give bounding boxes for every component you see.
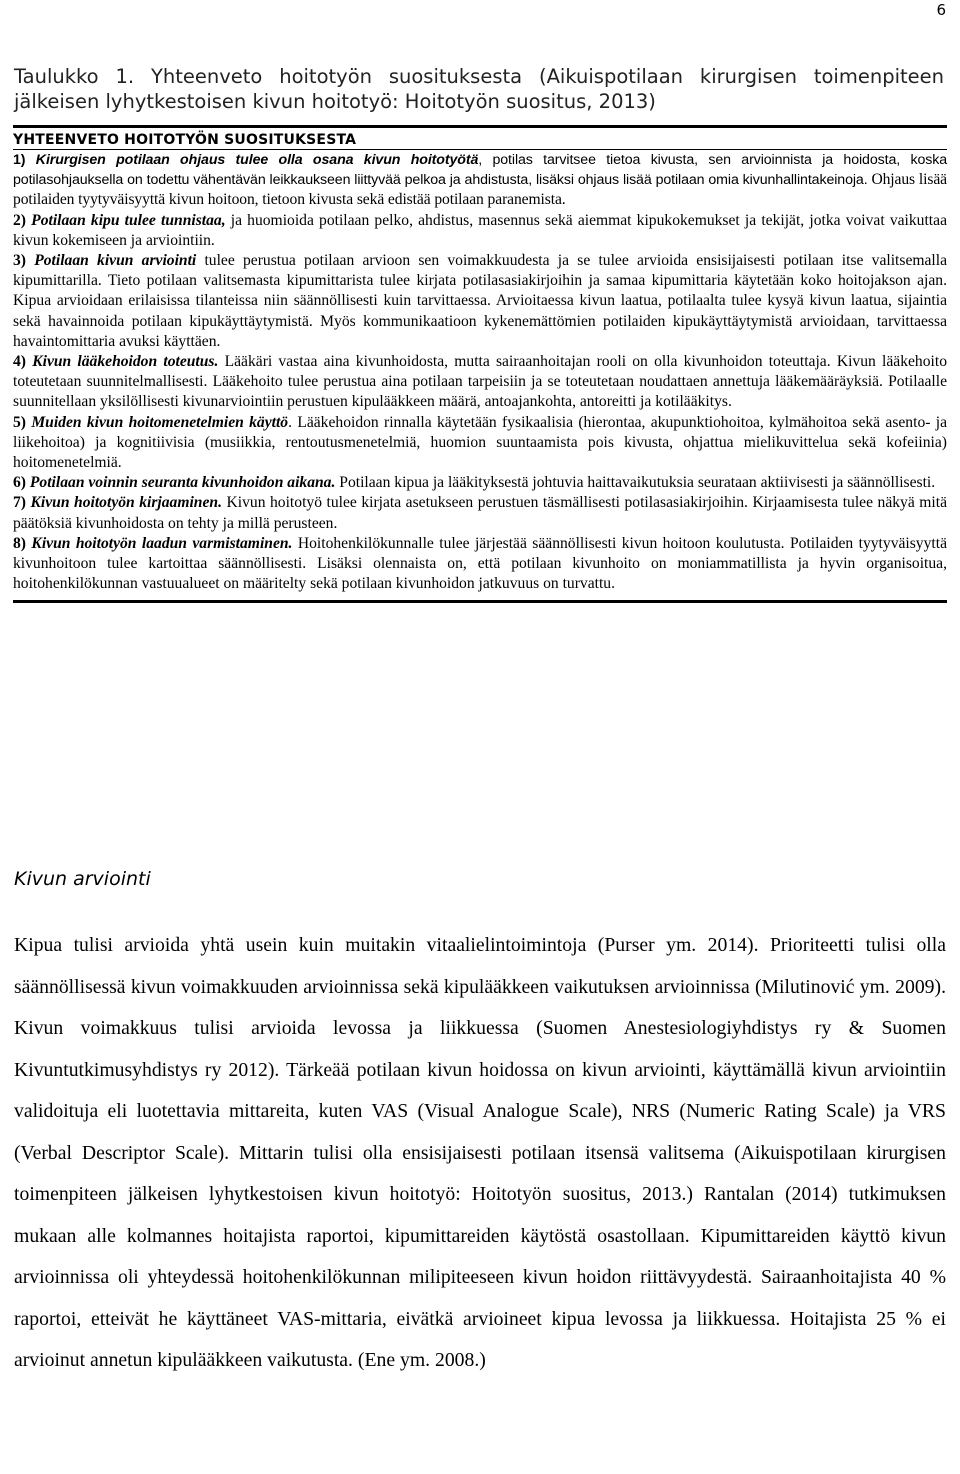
item-text: , potilas tarvitsee tietoa kivusta, sen arvioinnista ja hoidosta, koska potilasohjauksella on todettu vähentävän leikkaukseen liittyvää pelkoa ja ahdistusta, lisäksi ohjaus lisää potilaan omia kivunhallintakeinoja. — [13, 152, 948, 189]
item-lead: Muiden kivun hoitomenetelmien käyttö — [31, 413, 289, 431]
summary-item-8 — [13, 534, 947, 595]
item-number: 3) — [13, 252, 26, 270]
item-lead: Kirurgisen potilaan ohjaus tulee olla osana kivun hoitotyötä — [35, 152, 479, 168]
item-number: 7) — [13, 494, 26, 512]
summary-table — [13, 125, 947, 603]
item-text: Kivun hoitotyö tulee kirjata asetukseen perustuen täsmällisesti potilasasiakirjoihin. Kirjaamisesta tulee näkyä mitä päätöksiä kivunhoidosta on tehty ja millä perusteen. — [13, 494, 947, 532]
summary-item-1 — [13, 150, 947, 211]
item-number: 2) — [13, 211, 26, 229]
table-caption: Taulukko 1. Yhteenveto hoitotyön suosituksesta (Aikuispotilaan kirurgisen toimenpiteen jälkeisen lyhytkestoisen kivun hoitotyö: Hoitotyön suositus, 2013) — [14, 65, 944, 113]
item-lead: Kivun lääkehoidon toteutus. — [32, 353, 219, 371]
body-paragraph: Kipua tulisi arvioida yhtä usein kuin muitakin vitaalielintoimintoja (Purser ym. 2014). Prioriteetti tulisi olla säännöllisessä kivun voimakkuuden arvioinnissa sekä kipulääkkeen vaikutuksen arvioinnissa (Milutinović ym. 2009). Kivun voimakkuus tulisi arvioida levossa ja liikkuessa (Suomen Anestesiologiyhdistys ry & Suomen Kivuntutkimusyhdistys ry 2012). Tärkeää potilaan kivun hoidossa on kivun arviointi, käyttämällä kivun arviointiin validoituja eli luotettavia mittareita, kuten VAS (Visual Analogue Scale), NRS (Numeric Rating Scale) ja VRS (Verbal Descriptor Scale). Mittarin tulisi olla ensisijaisesti potilaan itsensä valitsema (Aikuispotilaan kirurgisen toimenpiteen jälkeisen lyhytkestoisen kivun hoitotyö: Hoitotyön suositus, 2013.) Rantalan (2014) tutkimuksen mukaan alle kolmannes hoitajista raportoi, kipumittareiden käytöstä osastollaan. Kipumittareiden käyttö kivun arvioinnissa oli yhteydessä hoitohenkilökunnan milipiteeseen kivun hoidon riittävyydestä. Sairaanhoitajista 40 % raportoi, etteivät he käyttäneet VAS-mittaria, eivätkä arvioineet kipua levossa ja liikkuessa. Hoitajista 25 % ei arvioinut annetun kipulääkkeen vaikutusta. (Ene ym. 2008.) — [14, 934, 946, 1371]
item-lead: Potilaan kivun arviointi — [34, 252, 197, 270]
item-number: 8) — [13, 534, 26, 552]
item-lead: Potilaan kipu tulee tunnistaa, — [31, 211, 226, 229]
summary-item-7 — [13, 493, 947, 533]
item-lead: Kivun hoitotyön kirjaaminen. — [30, 494, 222, 512]
item-text: Potilaan kipua ja lääkityksestä johtuvia haittavaikutuksia seurataan aktiivisesti ja säännöllisesti. — [335, 474, 936, 492]
item-number: 1) — [13, 152, 26, 168]
summary-item-2 — [13, 211, 947, 251]
summary-item-6 — [13, 473, 947, 493]
summary-item-4 — [13, 352, 947, 413]
item-text: ja huomioida potilaan pelko, ahdistus, masennus sekä aiemmat kipukokemukset ja tekijät, jotka voivat vaikuttaa kivun kokemiseen ja arviointiin. — [13, 211, 947, 249]
summary-title: YHTEENVETO HOITOTYÖN SUOSITUKSESTA — [13, 132, 357, 148]
item-number: 5) — [13, 413, 26, 431]
item-text: Hoitohenkilökunnalle tulee järjestää säännöllisesti kivun hoitoon koulutusta. Potilaiden tyytyväisyyttä kivunhoitoon tulee kartoittaa säännöllisesti. Lisäksi olennaista on, että potilaan kivunhoito on moniammatillista ja hyvin organisoitua, hoitohenkilökunnan vastuualueet on määritelty sekä potilaan kivunhoidon jatkuvuus on turvattu. — [13, 534, 947, 593]
item-number: 6) — [13, 474, 26, 492]
item-text: . Lääkehoidon rinnalla käytetään fysikaalisia (hierontaa, akupunktiohoitoa, kylmähoitoa sekä asento- ja liikehoitoa) ja kognitiivisia (musiikkia, rentoutusmenetelmiä, huomion suuntaamista pois kivusta, ohjattua mielikuvittelua sekä kofeiinia) hoitomenetelmiä. — [13, 413, 947, 472]
item-text: Lääkäri vastaa aina kivunhoidosta, mutta sairaanhoitajan rooli on olla kivunhoidon toteuttaja. Kivun lääkehoito toteutetaan suunnitelmallisesti. Lääkehoito tulee perustua aina potilaan tarpeisiin ja se toteutetaan noudattaen annettuja lääkemääräyksiä. Potilaalle suunnitellaan yksilöllisesti kivunarviointiin perustuen kipulääkkeen määrä, antoajankohta, antoreitti ja kotilääkitys. — [13, 353, 947, 411]
item-lead: Potilaan voinnin seuranta kivunhoidon aikana. — [29, 474, 336, 492]
page-number: 6 — [936, 1, 946, 19]
item-text-cont: Ohjaus lisää potilaiden tyytyväisyyttä kivun hoitoon, tietoon kivusta sekä edistää potilaan paranemista. — [13, 171, 947, 209]
summary-item-3 — [13, 251, 947, 352]
summary-item-5 — [13, 413, 947, 474]
item-text: tulee perustua potilaan arvioon sen voimakkuudesta ja se tulee arvioida ensisijaisesti potilaan itse valitsemalla kipumittarilla. Tieto potilaan valitsemasta kipumittarista tulee kirjata potilasasiakirjoihin ja samaa kipumittaria käytetään koko hoitojakson ajan. Kipua arvioidaan erilaisissa tilanteissa niin säännöllisesti kuin tarvittaessa. Arvioitaessa kivun laatua, potilaalta tulee kysyä kivun laatua, sijaintia sekä havainnoida potilaan kipukäyttäytymistä. Myös kommunikaatioon kykenemättömien potilaiden kipukäyttäytymistä arvioidaan, tarvittaessa havaintomittaria avuksi käyttäen. — [13, 252, 948, 350]
item-lead: Kivun hoitotyön laadun varmistaminen. — [31, 534, 293, 552]
item-number: 4) — [13, 353, 26, 371]
section-heading: Kivun arviointi — [14, 868, 151, 890]
